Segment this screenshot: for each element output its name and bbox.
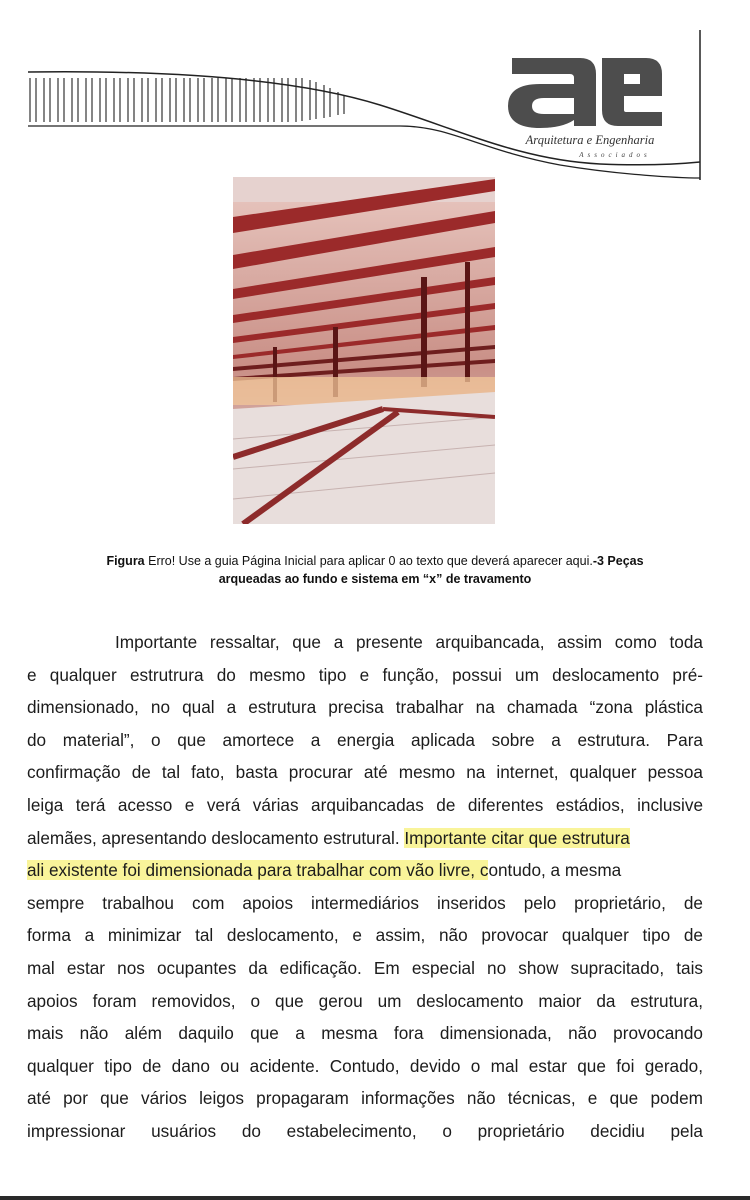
figure-caption (40, 552, 710, 588)
structure-photo (233, 177, 495, 524)
caption-title-1: -3 Peças (592, 554, 644, 568)
highlighted-text: ali existente foi dimensionada para trabalhar com vão livre, c (27, 860, 489, 881)
text-line: e qualquer estrutrura do mesmo tipo e função, possui um deslocamento pré- (27, 664, 703, 685)
text-line: dimensionado, no qual a estrutura precisa trabalhar na chamada “zona plástica (27, 697, 703, 718)
text-line: apoios foram removidos, o que gerou um deslocamento maior da estrutura, (27, 990, 703, 1011)
text-line: confirmação de tal fato, basta procurar até mesmo na internet, qualquer pessoa (27, 762, 703, 783)
text-line: até por que vários leigos propagaram informações não técnicas, e que podem (27, 1088, 703, 1109)
logo-mark (508, 58, 662, 128)
text-segment: alemães, apresentando deslocamento estrutural. (27, 827, 405, 848)
text-line: mais não além daquilo que a mesma fora dimensionada, não provocando (27, 1023, 703, 1044)
caption-label: Figura (106, 554, 145, 568)
text-line: mal estar nos ocupantes da edificação. Em especial no show supracitado, tais (27, 957, 703, 978)
page-bottom-rule (0, 1196, 750, 1200)
text-line: qualquer tipo de dano ou acidente. Contudo, devido o mal estar que foi gerado, (27, 1055, 703, 1076)
header-graphic (0, 0, 750, 200)
text-line: sempre trabalhou com apoios intermediários inseridos pelo proprietário, de (27, 892, 703, 913)
header-bars (30, 78, 344, 122)
text-line: do material”, o que amortece a energia aplicada sobre a estrutura. Para (27, 729, 703, 750)
highlighted-text: Importante citar que estrutura (404, 827, 630, 848)
logo-company-name: Arquitetura e Engenharia (525, 133, 655, 147)
logo-tagline: Associados (579, 151, 651, 159)
text-segment: ontudo, a mesma (488, 860, 622, 881)
text-line: Importante ressaltar, que a presente arquibancada, assim como toda (115, 632, 703, 652)
caption-error-text: Erro! Use a guia Página Inicial para aplicar 0 ao texto que deverá aparecer aqui. (144, 554, 593, 568)
body-paragraph (27, 626, 703, 1148)
text-line (27, 822, 703, 855)
text-line (27, 854, 703, 887)
text-line: impressionar usuários do estabelecimento, o proprietário decidiu pela (27, 1120, 703, 1141)
text-line: leiga terá acesso e verá várias arquibancadas de diferentes estádios, inclusive (27, 794, 703, 815)
caption-title-2: arqueadas ao fundo e sistema em “x” de travamento (218, 572, 532, 586)
text-line: forma a minimizar tal deslocamento, e assim, não provocar qualquer tipo de (27, 925, 703, 946)
